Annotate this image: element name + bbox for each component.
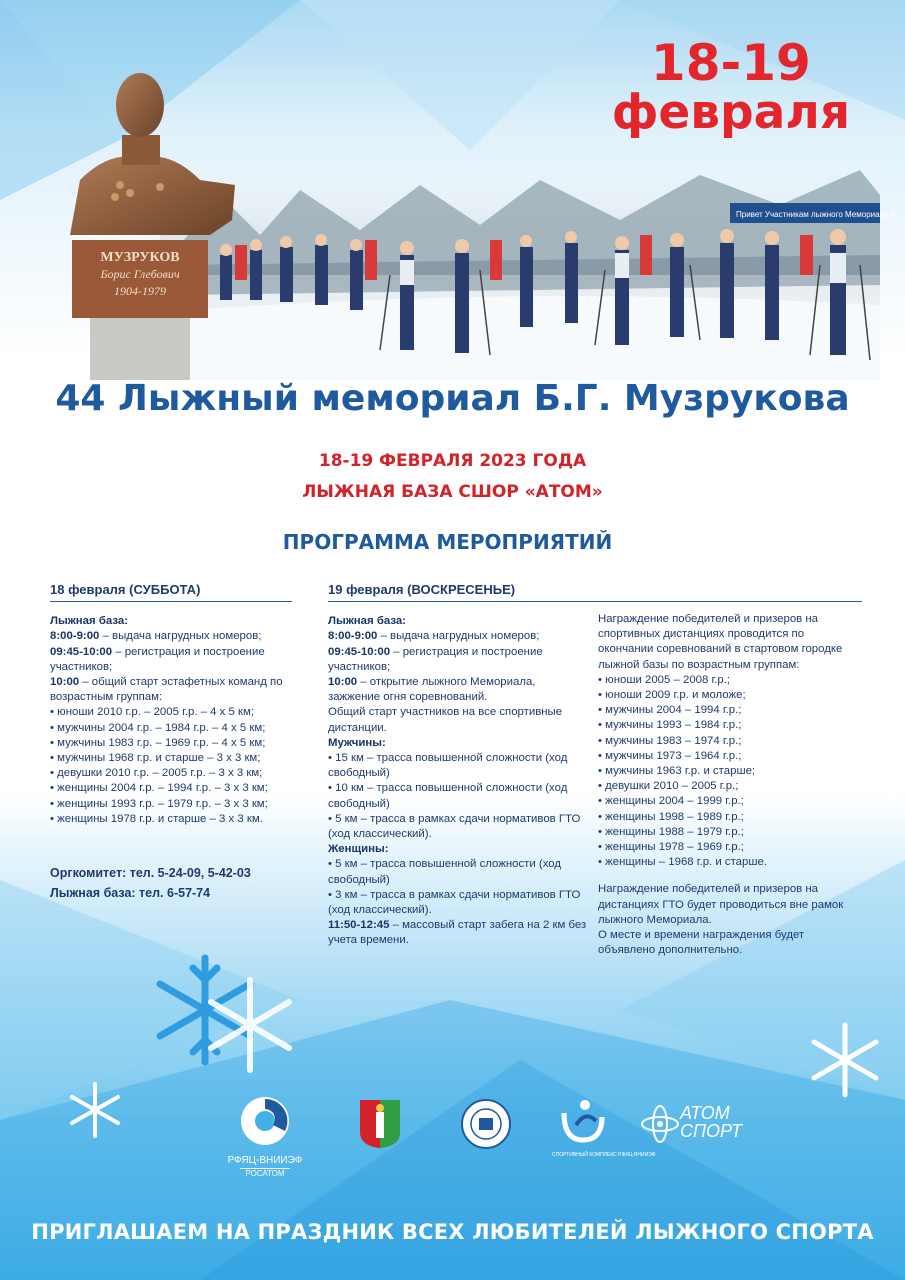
corner-date-month: февраля bbox=[611, 85, 850, 140]
sport-complex-label: СПОРТИВНЫЙ КОМПЛЕКС РФЯЦ-ВНИИЭФ bbox=[552, 1152, 656, 1158]
relay-group: • мужчины 1968 г.р. и старше – 3 х 3 км; bbox=[50, 752, 261, 765]
award-group: • девушки 2010 – 2005 г.р.; bbox=[598, 780, 739, 793]
university-logo bbox=[460, 1098, 512, 1155]
monument-years: 1904-1979 bbox=[114, 284, 166, 298]
saturday-item: 09:45-10:00 – регистрация и построение участников; bbox=[50, 645, 265, 673]
relay-group: • девушки 2010 г.р. – 2005 г.р. – 3 х 3 км; bbox=[50, 767, 263, 780]
university-emblem-icon bbox=[460, 1098, 512, 1150]
sport-complex-logo bbox=[552, 1095, 656, 1158]
awards-intro: Награждение победителей и призеров на спортивных дистанциях проводится по окончании соревнований в стартовом городке лыжной базы по возрастным группам: bbox=[598, 613, 843, 671]
award-group: • мужчины 1973 – 1964 г.р.; bbox=[598, 749, 742, 762]
award-group: • женщины – 1968 г.р. и старше. bbox=[598, 856, 767, 869]
monument-patronymic: Борис Глебович bbox=[100, 267, 180, 281]
award-group: • мужчины 1993 – 1984 г.р.; bbox=[598, 719, 742, 732]
award-group: • мужчины 1963 г.р. и старше; bbox=[598, 765, 756, 778]
snowflake-icon bbox=[805, 1020, 885, 1100]
coat-of-arms-icon bbox=[358, 1098, 402, 1150]
relay-group: • мужчины 1983 г.р. – 1969 г.р. – 4 х 5 км; bbox=[50, 736, 266, 749]
snowflake-icon bbox=[145, 950, 295, 1080]
men-distance: • 15 км – трасса повышенной сложности (ход свободный) bbox=[328, 752, 568, 780]
event-venue: ЛЫЖНАЯ БАЗА СШОР «АТОМ» bbox=[302, 482, 603, 502]
relay-group: • мужчины 2004 г.р. – 1984 г.р. – 4 х 5 км; bbox=[50, 721, 266, 734]
relay-group: • женщины 1978 г.р. и старше – 3 х 3 км. bbox=[50, 812, 263, 825]
contacts bbox=[50, 863, 292, 903]
atom-sport-icon bbox=[640, 1102, 680, 1146]
women-label: Женщины: bbox=[328, 843, 389, 856]
vniief-label: РФЯЦ-ВНИИЭФ bbox=[227, 1155, 303, 1166]
saturday-item: 10:00 – общий старт эстафетных команд по возрастным группам: bbox=[50, 676, 283, 704]
sport-complex-icon bbox=[552, 1095, 614, 1147]
award-group: • женщины 1978 – 1969 г.р.; bbox=[598, 841, 744, 854]
gto-awards-note: Награждение победителей и призеров на дистанциях ГТО будет проводиться вне рамок лыжного Мемориала. bbox=[598, 883, 844, 926]
program-title: ПРОГРАММА МЕРОПРИЯТИЙ bbox=[282, 530, 613, 554]
women-distance: • 3 км – трасса в рамках сдачи нормативов ГТО (ход классический). bbox=[328, 888, 581, 917]
ski-race-photo bbox=[60, 135, 897, 380]
relay-group: • женщины 1993 г.р. – 1979 г.р. – 3 х 3 км; bbox=[50, 797, 268, 810]
invitation-banner: ПРИГЛАШАЕМ НА ПРАЗДНИК ВСЕХ ЛЮБИТЕЛЕЙ ЛЫЖНОГО СПОРТА bbox=[31, 1220, 874, 1244]
vniief-logo bbox=[227, 1095, 303, 1178]
awards-time-note: О месте и времени награждения будет объявлено дополнительно. bbox=[598, 929, 805, 957]
sunday-item: 10:00 – открытие лыжного Мемориала, зажжение огня соревнований. bbox=[328, 676, 536, 704]
women-distance: • 5 км – трасса повышенной сложности (ход свободный) bbox=[328, 858, 562, 886]
saturday-column bbox=[50, 582, 292, 903]
relay-group: • юноши 2010 г.р. – 2005 г.р. – 4 х 5 км; bbox=[50, 706, 255, 719]
sunday-heading: 19 февраля (ВОСКРЕСЕНЬЕ) bbox=[328, 582, 862, 602]
award-group: • юноши 2009 г.р. и моложе; bbox=[598, 689, 746, 702]
award-group: • женщины 1998 – 1989 г.р.; bbox=[598, 810, 744, 823]
event-date: 18-19 ФЕВРАЛЯ 2023 ГОДА bbox=[318, 451, 587, 471]
awards-column bbox=[598, 612, 860, 958]
corner-date-days: 18-19 bbox=[650, 34, 811, 92]
men-label: Мужчины: bbox=[328, 736, 386, 749]
sunday-item: 09:45-10:00 – регистрация и построение участников; bbox=[328, 645, 543, 673]
sunday-column bbox=[328, 582, 590, 949]
award-group: • женщины 1988 – 1979 г.р.; bbox=[598, 825, 744, 838]
saturday-heading: 18 февраля (СУББОТА) bbox=[50, 582, 292, 602]
men-distance: • 10 км – трасса повышенной сложности (ход свободный) bbox=[328, 782, 568, 810]
page-title: 44 Лыжный мемориал Б.Г. Музрукова bbox=[55, 378, 850, 419]
sarov-coat-of-arms bbox=[358, 1098, 402, 1155]
award-group: • юноши 2005 – 2008 г.р.; bbox=[598, 673, 731, 686]
general-start: Общий старт участников на все спортивные дистанции. bbox=[328, 706, 563, 734]
sponsor-logos bbox=[0, 1090, 905, 1200]
saturday-place: Лыжная база: bbox=[50, 615, 128, 628]
rosatom-label: РОСАТОМ bbox=[240, 1168, 290, 1178]
corner-date bbox=[611, 34, 850, 140]
award-group: • мужчины 1983 – 1974 г.р.; bbox=[598, 734, 742, 747]
relay-group: • женщины 2004 г.р. – 1994 г.р. – 3 х 3 км; bbox=[50, 782, 268, 795]
atom-sport-label: АТОМ СПОРТ bbox=[680, 1103, 743, 1141]
mass-start: 11:50-12:45 – массовый старт забега на 2 км без учета времени. bbox=[328, 919, 587, 947]
monument-name: МУЗРУКОВ bbox=[100, 250, 180, 265]
award-group: • женщины 2004 – 1999 г.р.; bbox=[598, 795, 744, 808]
vniief-emblem-icon bbox=[235, 1095, 295, 1150]
orgcommittee-phone: Оргкомитет: тел. 5-24-09, 5-42-03 bbox=[50, 866, 251, 881]
ski-base-phone: Лыжная база: тел. 6-57-74 bbox=[50, 886, 211, 901]
sunday-place: Лыжная база: bbox=[328, 615, 406, 628]
men-distance: • 5 км – трасса в рамках сдачи нормативов ГТО (ход классический). bbox=[328, 812, 581, 841]
race-banner-text: Привет Участникам лыжного Мемориала Б bbox=[736, 210, 897, 219]
award-group: • мужчины 2004 – 1994 г.р.; bbox=[598, 704, 742, 717]
sunday-item: 8:00-9:00 – выдача нагрудных номеров; bbox=[328, 630, 540, 643]
saturday-item: 8:00-9:00 – выдача нагрудных номеров; bbox=[50, 630, 262, 643]
